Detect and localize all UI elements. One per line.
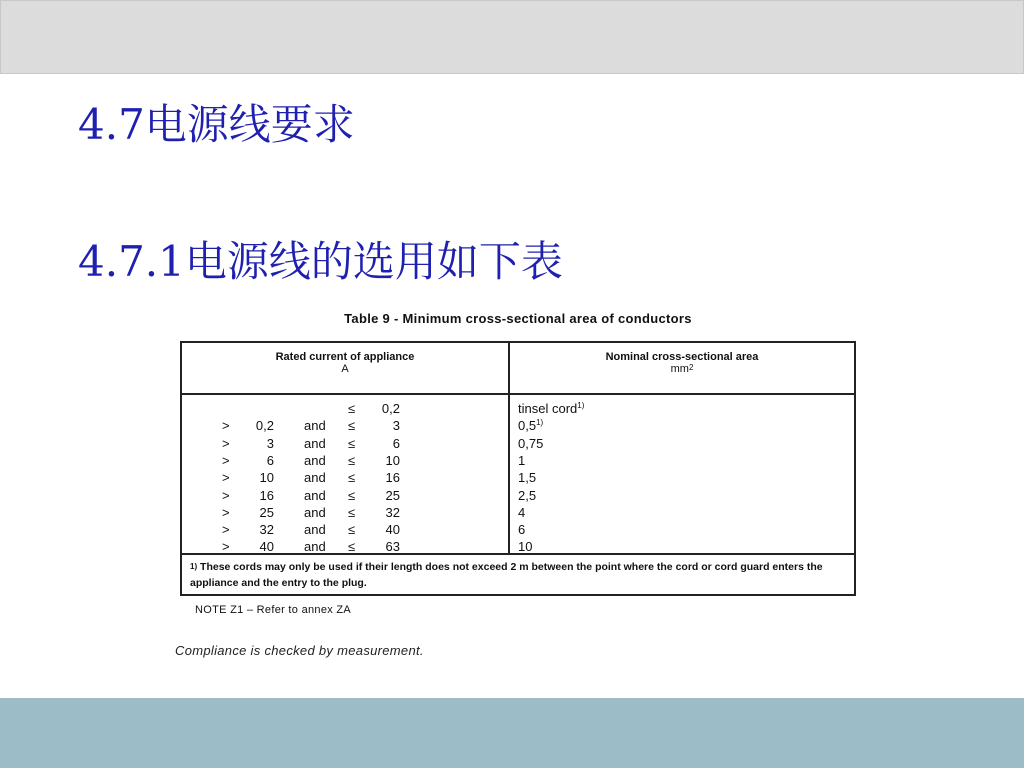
table-note: NOTE Z1 – Refer to annex ZA (195, 604, 352, 616)
cell-less-equal: ≤ (348, 522, 356, 538)
table-row (182, 488, 854, 505)
cell-upper-bound: 32 (385, 504, 400, 520)
cell-area-superscript: 1) (536, 418, 544, 428)
cell-greater-than: > (222, 452, 230, 468)
cell-and: and (304, 487, 326, 503)
cell-area (518, 436, 543, 451)
cell-upper-bound: 40 (385, 522, 400, 538)
cell-and: and (304, 418, 326, 434)
cell-and: and (304, 452, 326, 468)
compliance-text: Compliance is checked by measurement. (175, 643, 424, 658)
unit-superscript: 2 (688, 363, 694, 372)
subsection-heading: 4.7.1电源线的选用如下表 (78, 237, 563, 286)
cell-less-equal: ≤ (348, 487, 356, 503)
cell-less-equal: ≤ (348, 435, 356, 451)
footnote-text: These cords may only be used if their length does not exceed 2 m between the point where the cord or cord guard enters the appliance and the entry to the plug. (190, 561, 823, 589)
cell-lower-bound: 40 (259, 539, 274, 555)
cell-upper-bound: 3 (392, 418, 400, 434)
table-body (182, 395, 854, 555)
cell-greater-than: > (222, 522, 230, 538)
cell-lower-bound: 0,2 (255, 418, 274, 434)
cell-and: and (304, 470, 326, 486)
table-row (182, 522, 854, 539)
cell-upper-bound: 63 (385, 539, 400, 555)
cell-greater-than: > (222, 435, 230, 451)
cell-and: and (304, 435, 326, 451)
table-caption: Table 9 - Minimum cross-sectional area of conductors (344, 311, 692, 326)
cell-area-value: 4 (518, 504, 526, 520)
cell-area (518, 470, 536, 485)
cell-less-equal: ≤ (348, 452, 356, 468)
cell-area (518, 505, 525, 520)
cell-lower-bound: 32 (259, 522, 274, 538)
cell-and: and (304, 522, 326, 538)
cell-less-equal: ≤ (348, 539, 356, 555)
cell-area-value: 0,75 (518, 435, 544, 451)
cell-area (518, 453, 525, 468)
table-row (182, 539, 854, 556)
bottom-band (0, 698, 1024, 768)
cell-area-value: 1 (518, 452, 526, 468)
cell-greater-than: > (222, 418, 230, 434)
cell-and: and (304, 504, 326, 520)
table-row (182, 418, 854, 435)
table-row (182, 453, 854, 470)
cell-area (518, 401, 584, 416)
table-row (182, 470, 854, 487)
cell-area-value: 1,5 (518, 470, 537, 486)
cell-area-value: 6 (518, 522, 526, 538)
cell-lower-bound: 16 (259, 487, 274, 503)
conductor-table (180, 341, 856, 596)
cell-area (518, 418, 543, 433)
cell-upper-bound: 0,2 (381, 401, 400, 416)
table-row (182, 401, 854, 418)
header-rated-current-title: Rated current of appliance (275, 351, 415, 363)
cell-greater-than: > (222, 504, 230, 520)
header-cross-section-unit (510, 363, 854, 375)
cell-less-equal: ≤ (348, 401, 356, 416)
cell-area-value: tinsel cord (518, 401, 578, 416)
cell-upper-bound: 6 (392, 435, 400, 451)
cell-lower-bound: 10 (259, 470, 274, 486)
cell-lower-bound: 25 (259, 504, 274, 520)
cell-greater-than: > (222, 470, 230, 486)
cell-area-superscript: 1) (577, 401, 585, 410)
header-cross-section (510, 351, 854, 375)
cell-upper-bound: 10 (385, 452, 400, 468)
cell-area-value: 0,5 (518, 418, 537, 434)
cell-lower-bound: 3 (266, 435, 274, 451)
cell-less-equal: ≤ (348, 470, 356, 486)
cell-lower-bound: 6 (266, 452, 274, 468)
cell-area-value: 2,5 (518, 487, 537, 503)
cell-area (518, 522, 525, 537)
cell-greater-than: > (222, 487, 230, 503)
header-rated-current (182, 351, 508, 375)
table-header (182, 343, 854, 395)
header-rated-current-unit: A (341, 363, 349, 375)
cell-area-value: 10 (518, 539, 533, 555)
cell-greater-than: > (222, 539, 230, 555)
top-band (0, 0, 1024, 74)
table-footnote (190, 559, 850, 591)
table-row (182, 436, 854, 453)
footnote-mark: 1) (190, 562, 198, 571)
cell-less-equal: ≤ (348, 418, 356, 434)
table-row (182, 505, 854, 522)
cell-less-equal: ≤ (348, 504, 356, 520)
header-cross-section-title: Nominal cross-sectional area (605, 351, 759, 363)
cell-and: and (304, 539, 326, 555)
section-heading: 4.7电源线要求 (78, 100, 355, 149)
cell-upper-bound: 25 (385, 487, 400, 503)
unit-text: mm (670, 363, 689, 375)
cell-area (518, 539, 532, 554)
cell-area (518, 488, 536, 503)
cell-upper-bound: 16 (385, 470, 400, 486)
